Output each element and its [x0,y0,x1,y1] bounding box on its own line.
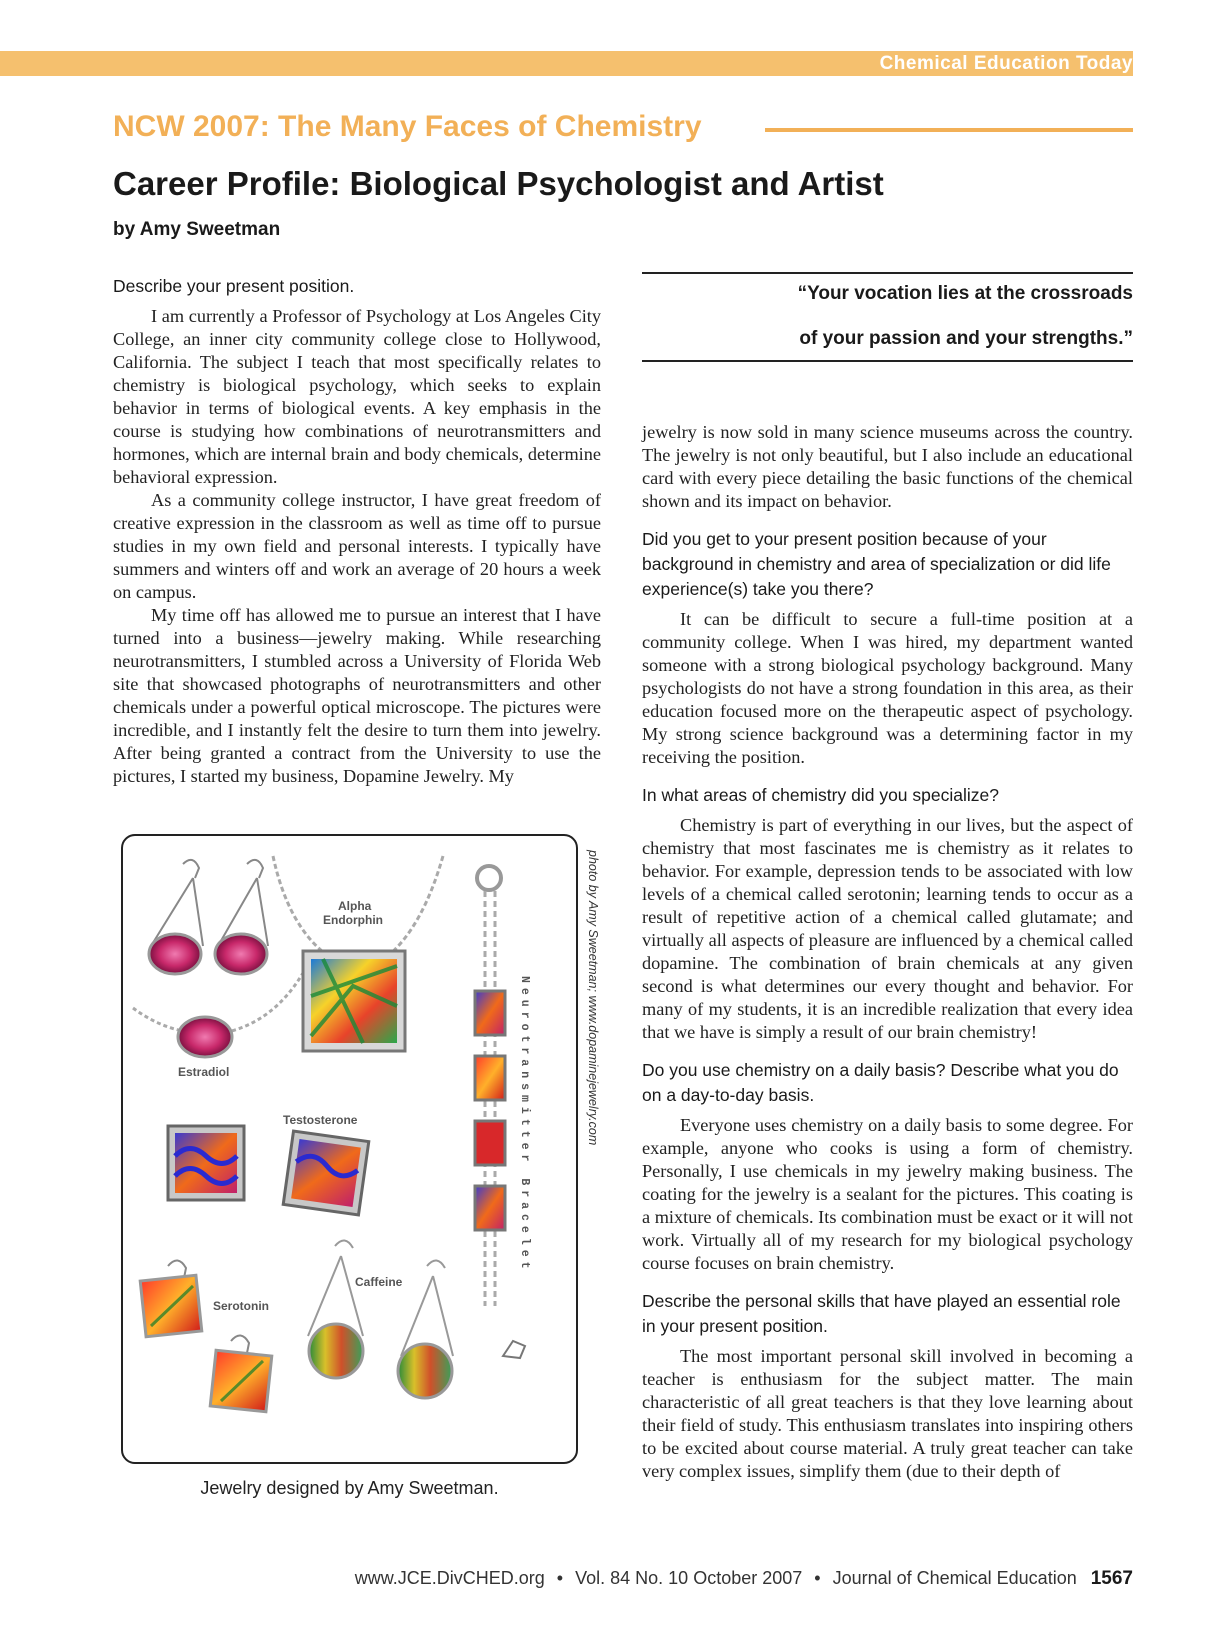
figure-caption: Jewelry designed by Amy Sweetman. [200,1478,499,1498]
pull-quote [642,272,1133,362]
series-rule [765,128,1133,132]
page-footer [355,1568,1133,1590]
paragraph: It can be difficult to secure a full-time position at a community college. When I was hired, my department wanted someone with a strong biological psychology background. Many psychologists do not have a strong foundation in this area, as their education focused more on the therapeutic aspect of psychology. My strong science background was a determining factor in my receiving the position. [642,609,1133,767]
paragraph: Chemistry is part of everything in our lives, but the aspect of chemistry that most fascinates me is chemistry as it relates to behavior. For example, depression tends to be associated with low levels of a chemical called serotonin; learning tends to occur as a result of repetitive action of a chemical called glutamate; and virtually all aspects of pleasure are influenced by a chemical called dopamine. The combination of brain chemicals at any given second is what determines our every thought and behavior. For many of my students, it is an incredible realization that every idea that we have is simply a result of our brain chemistry! [642,815,1133,1042]
label-serotonin: Serotonin [213,1299,269,1313]
question-daily-use: Do you use chemistry on a daily basis? Describe what you do on a day-to-day basis. [642,1060,1119,1105]
bullet-separator: • [814,1568,821,1588]
label-bracelet: Neurotransmitter Bracelet [518,976,531,1274]
question-background: Did you get to your present position because of your background in chemistry and area of specialization or did life experience(s) take you there? [642,529,1111,599]
section-label: Chemical Education Today [879,53,1133,74]
question-personal-skills: Describe the personal skills that have played an essential role in your present position. [642,1291,1121,1336]
footer-url: www.JCE.DivCHED.org [354,1568,545,1588]
paragraph: The most important personal skill involved in becoming a teacher is enthusiasm for the subject matter. The main characteristic of all great teachers is that they love learning about their field of study. This enthusiasm translates into inspiring others to be excited about course material. A truly great teacher can take very complex issues, simplify them (due to their depth of [642,1346,1133,1481]
question-specialization: In what areas of chemistry did you specialize? [642,785,999,805]
paragraph: jewelry is now sold in many science museums across the country. The jewelry is not only beautiful, but I also include an educational card with every piece detailing the basic functions of the chemical shown and its impact on behavior. [642,422,1133,511]
jewelry-illustration [123,836,576,1462]
series-title: NCW 2007: The Many Faces of Chemistry [113,110,702,143]
paragraph: Everyone uses chemistry on a daily basis to some degree. For example, anyone who cooks is using a form of chemistry. Personally, I use chemicals in my jewelry making business. The coating for the jewelry is a sealant for the pictures. This coating is a mixture of chemicals. Its combination must be exact or it will not work. Virtually all of my research for my biological psychology course focuses on brain chemistry. [642,1115,1133,1273]
question-present-position: Describe your present position. [113,276,355,296]
bullet-separator: • [556,1568,564,1588]
paragraph: As a community college instructor, I have great freedom of creative expression in the classroom as well as time off to pursue studies in my own field and personal interests. I typically have summers and winters off and work an average of 20 hours a week on campus. [113,490,601,602]
paragraph: My time off has allowed me to pursue an interest that I have turned into a business—jewelry making. While researching neurotransmitters, I stumbled across a University of Florida Web site that showcased photographs of neurotransmitters and other chemicals under a powerful optical microscope. The pictures were incredible, and I instantly felt the desire to turn them into jewelry. After being granted a contract from the University to use the pictures, I started my business, Dopamine Jewelry. My [113,605,601,786]
pull-quote-line-1: “Your vocation lies at the crossroads [797,283,1133,304]
footer-journal: Journal of Chemical Education [832,1568,1077,1588]
label-alpha: Alpha [338,899,372,913]
footer-volume: Vol. 84 No. 10 October 2007 [575,1568,803,1588]
pull-quote-line-2: of your passion and your strengths.” [799,328,1133,349]
left-column [113,274,601,788]
jewelry-photo [121,834,578,1464]
right-column [642,421,1133,1483]
byline: by Amy Sweetman [113,219,281,240]
label-testosterone: Testosterone [283,1113,358,1127]
label-endorphin: Endorphin [323,913,383,927]
page-number: 1567 [1090,1568,1133,1589]
label-caffeine: Caffeine [355,1275,403,1289]
photo-credit: photo by Amy Sweetman; www.dopaminejewelry.com [586,850,600,1146]
article-title: Career Profile: Biological Psychologist and Artist [113,165,884,202]
paragraph: I am currently a Professor of Psychology at Los Angeles City College, an inner city community college close to Hollywood, California. The subject I teach that most specifically relates to chemistry is biological psychology, which seeks to explain behavior in terms of biological events. A key emphasis in the course is studying how combinations of neurotransmitters and hormones, which are internal brain and body chemicals, determine behavioral expression. [113,306,601,487]
label-estradiol: Estradiol [178,1065,230,1079]
